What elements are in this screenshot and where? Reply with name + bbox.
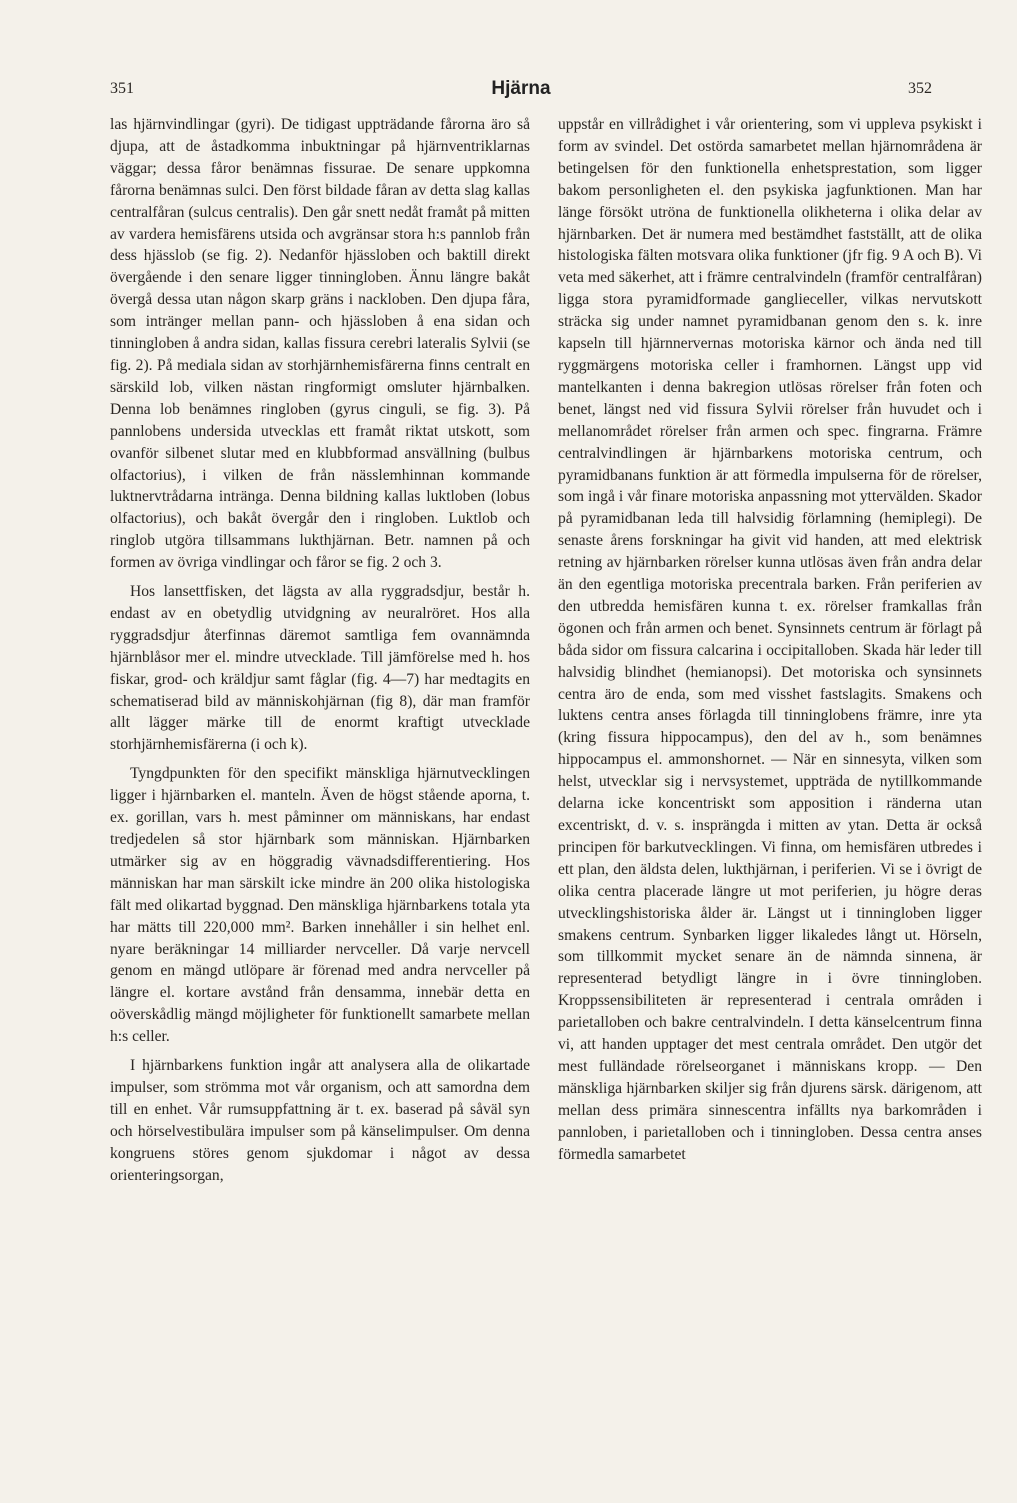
page-number-right: 352 bbox=[908, 80, 932, 97]
page-number-left: 351 bbox=[110, 80, 134, 97]
left-column bbox=[110, 114, 530, 1187]
page-title: Hjärna bbox=[491, 78, 551, 99]
paragraph: Hos lansettfisken, det lägsta av alla ryggradsdjur, består h. endast av en obetydlig utvidgning av neuralröret. Hos alla ryggradsdjur återfinnas däremot samtliga fem ovannämnda hjärnblåsor mer el. mindre utvecklade. Till jämförelse med h. hos fiskar, grod- och kräldjur samt fåglar (fig. 4—7) har medtagits en schematiserad bild av människohjärnan (fig 8), där man framför allt lägger märke till de enormt kraftigt utvecklade storhjärnhemisfärerna (i och k). bbox=[110, 583, 530, 754]
paragraph: I hjärnbarkens funktion ingår att analysera alla de olikartade impulser, som strömma mot vår organism, och att samordna dem till en enhet. Vår rumsuppfattning är t. ex. baserad på såväl syn och hörselvestibulära impulser som på känselimpulser. Om denna kongruens störes genom sjukdomar i något av dessa orienteringsorgan, bbox=[110, 1057, 530, 1184]
paragraph: Tyngdpunkten för den specifikt mänskliga hjärnutvecklingen ligger i hjärnbarken el. manteln. Även de högst stående aporna, t. ex. gorillan, vars h. mest påminner om människans, har endast tredjedelen så stor hjärnbark som människan. Hjärnbarken utmärker sig av en höggradig vävnadsdifferentiering. Hos människan har man särskilt icke mindre än 200 olika histologiska fält med olikartad byggnad. Den mänskliga hjärnbarkens totala yta har mätts till 220,000 mm². Barken innehåller i sin helhet enl. nyare beräkningar 14 milliarder nervceller. Då varje nervcell genom en mängd utlöpare är förenad med andra nervceller på längre el. kortare avstånd från densamma, innebär detta en oöverskådlig mängd möjligheter för funktionellt samarbete mellan h:s celler. bbox=[110, 765, 530, 1046]
right-column bbox=[558, 114, 982, 1166]
paragraph: uppstår en villrådighet i vår orientering, som vi uppleva psykiskt i form av svindel. Det ostörda samarbetet mellan hjärnområdena är betingelsen för den funktionella enhetsprestation, som ligger bakom personligheten el. den psykiska jagfunktionen. Man har länge försökt utröna de funktionella olikheterna i olika delar av hjärnbarken. Det är numera med bestämdhet fastställt, att de olika histologiska fälten motsvara olika funktioner (jfr fig. 9 A och B). Vi veta med säkerhet, att i främre centralvindeln (framför centralfåran) ligga stora pyramidformade ganglieceller, vilkas nervutskott sträcka sig under namnet pyramidbanan genom den s. k. inre kapseln till hjärnnervernas motoriska kärnor och ända ned till ryggmärgens motoriska celler i framhornen. Längst upp vid mantelkanten i denna bakregion utlösas rörelser från foten och benet, längst ned vid fissura Sylvii rörelser från huvudet och i mellanområdet rörelser från armen och spec. fingrarna. Främre centralvindlingen är hjärnbarkens motoriska centrum, och pyramidbanans funktion är att förmedla impulserna för de rörelser, som ingå i vår finare motoriska anpassning mot yttervälden. Skador på pyramidbanan leda till halvsidig förlamning (hemiplegi). De senaste årens forskningar ha givit vid handen, att med elektrisk retning av hjärnbarken rörelser kunna utlösas även från andra delar än den egentliga motoriska precentrala barken. Från periferien av den utbredda hemisfären kunna t. ex. rörelser framkallas från ögonen och från armen och benet. Synsinnets centrum är förlagt på båda sidor om fissura calcarina i occipitalloben. Skada här leder till halvsidig blindhet (hemianopsi). Det motoriska och synsinnets centra äro de enda, som med visshet fastslagits. Smakens och luktens centra anses förlagda till tinninglobens främre, inre yta (kring fissura hippocampus), den del av h., som benämnes hippocampus el. ammonshornet. — När en sinnesyta, vilken som helst, utvecklar sig i nervsystemet, uppträda de nytillkommande delarna icke koncentriskt som apposition i rändernа utan excentriskt, d. v. s. insprängda i mitten av ytan. Detta är också principen för barkutvecklingen. Vi finna, om hemisfären utbredes i ett plan, den äldsta delen, lukthjärnan, i periferien. Vi se i övrigt de olika centra placerade längre ut mot periferien, ju högre deras utvecklingshistoriska ålder är. Längst ut i tinningloben ligger smakens centrum. Synbarken ligger likaledes långt ut. Hörseln, som tillkommit mycket senare än de nämnda sinnena, är representerad betydligt längre in i övre tinningloben. Kroppssensibiliteten är representerad i centrala områden i parietalloben och bakre centralvindeln. I detta känselcentrum finna vi, att handen upptager det mest centrala området. Den utgör det mest fulländade rörelseorganet i människans kropp. — Den mänskliga hjärnbarken skiljer sig från djurens särsk. därigenom, att mellan dess primära sinnescentra infällts nya barkområden i pannloben, i parietalloben och i tinningloben. Dessa centra anses förmedla samarbetet bbox=[558, 116, 982, 1163]
paragraph: las hjärnvindlingar (gyri). De tidigast uppträdande fårorna äro så djupa, att de åstadkomma inbuktningar på hjärnventriklarnas väggar; dessa fåror benämnas fissurae. De senare uppkomna fårorna benämnas sulci. Den först bildade fåran av detta slag kallas centralfåran (sulcus centralis). Den går snett nedåt framåt på mitten av vardera hemisfärens utsida och avgränsar stora h:s pannlob från dess hjässlob (se fig. 2). Nedanför hjässloben och baktill direkt övergående i den senare ligger tinningloben. Ännu längre bakåt övergå dessa utan någon skarp gräns i nackloben. Den djupa fåra, som intränger mellan pann- och hjässloben å ena sidan och tinningloben å andra sidan, kallas fissura cerebri lateralis Sylvii (se fig. 2). På mediala sidan av storhjärnhemisfärerna finns centralt en särskild lob, vilken nästan ringformigt omsluter hjärnbalken. Denna lob benämnes ringloben (gyrus cinguli, se fig. 3). På pannlobens undersida utvecklas ett framåt riktat utskott, som ovanför silbenet slutar med en klubbformad ansvällning (bulbus olfactorius), i vilken de från nässlemhinnan kommande luktnervtrådarna inträngа. Denna bildning kallas luktloben (lobus olfactorius), och bakåt övergår den i ringloben. Luktlob och ringlob utgöra tillsammans lukthjärnan. Betr. namnen på och formen av övriga vindlingar och fåror se fig. 2 och 3. bbox=[110, 116, 530, 572]
page-header bbox=[110, 80, 932, 108]
